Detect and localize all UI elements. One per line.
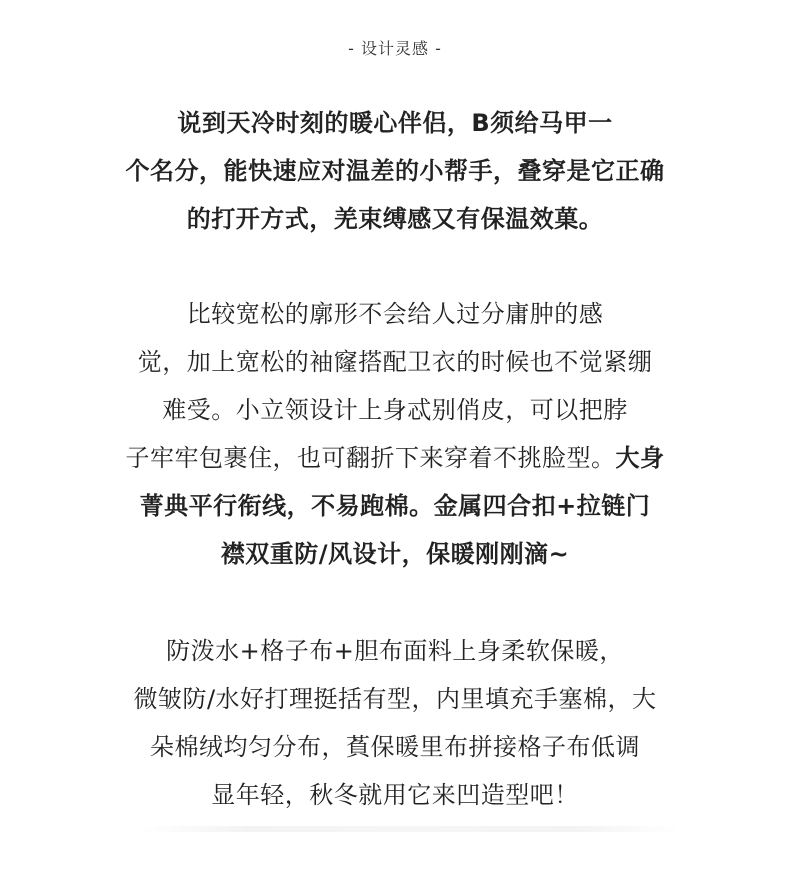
text-line: 微皱防/水好打理挺括有型，内里填充手塞棉，大 [133, 685, 657, 713]
intro-paragraph [0, 99, 790, 243]
section-heading: - 设计灵感 - [348, 39, 442, 58]
text-line: 防泼水+格子布+胆布面料上身柔软保暖， [166, 637, 624, 665]
text-line: 难受。小立领设计上身忒别俏皮，可以把脖 [162, 396, 628, 424]
fit-description-paragraph [0, 290, 790, 578]
text-line: 个名分，能快速应对温差的小帮手，叠穿是它正确 [125, 157, 665, 185]
text-line: 觉，加上宽松的袖窿搭配卫衣的时候也不觉紧绷 [137, 348, 653, 376]
text-segment-bold: 大身 [615, 444, 665, 472]
text-line: 比较宽松的廓形不会给人过分庸肿的感 [186, 300, 604, 328]
text-line: 朵棉绒均匀分布，萯保暖里布拼接格子布低调 [150, 733, 640, 761]
text-segment: 子牢牢包裹住，也可翻折下来穿着不挑脸型。 [125, 444, 616, 472]
text-line: 襟双重防/风设计，保暖刚刚滴~ [220, 540, 570, 568]
fabric-description-paragraph [0, 627, 790, 819]
text-line: 的打开方式，羌束缚感又有保温效菓。 [186, 205, 604, 233]
text-line: 显年轻，秋冬就用它来凹造型吧！ [211, 781, 579, 809]
text-line: 菁典平行衔线，不易跑棉。金属四合扣+拉链门 [139, 492, 651, 520]
text-line: 说到天冷时刻的暖心伴侣，B须给马甲一 [177, 109, 613, 137]
bottom-fade-divider [140, 826, 680, 832]
text-line-mixed [0, 434, 790, 482]
